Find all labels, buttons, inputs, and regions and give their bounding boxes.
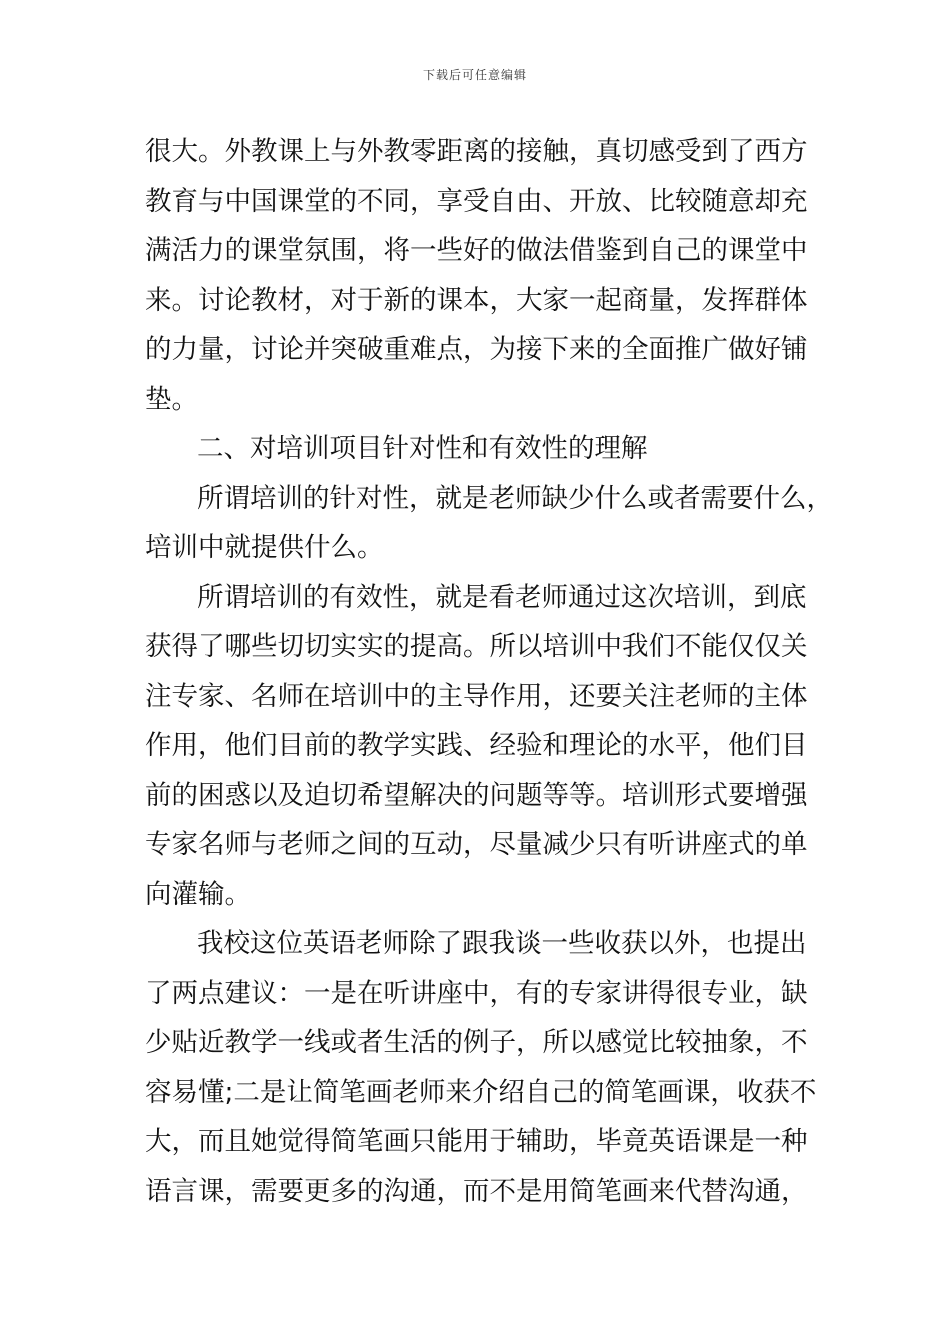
paragraph — [145, 424, 825, 474]
text-line: 二、对培训项目针对性和有效性的理解 — [197, 433, 648, 464]
text-line: 少贴近教学一线或者生活的例子，所以感觉比较抽象，不 — [145, 1027, 808, 1058]
text-line: 作用，他们目前的教学实践、经验和理论的水平，他们目 — [145, 730, 808, 761]
page-header: 下载后可任意编辑 — [422, 68, 527, 82]
text-line: 所谓培训的有效性，就是看老师通过这次培训，到底 — [197, 581, 807, 613]
text-line: 容易懂;二是让简笔画老师来介绍自己的简笔画课，收获不 — [145, 1076, 817, 1108]
text-line: 所谓培训的针对性，就是老师缺少什么或者需要什么， — [197, 482, 833, 514]
text-line: 大，而且她觉得简笔画只能用于辅助，毕竟英语课是一种 — [145, 1126, 808, 1157]
text-line: 前的困惑以及迫切希望解决的问题等等。培训形式要增强 — [145, 779, 808, 811]
paragraph — [145, 127, 825, 424]
text-line: 语言课，需要更多的沟通，而不是用简笔画来代替沟通， — [145, 1175, 808, 1207]
paragraph — [145, 919, 825, 1216]
text-line: 的力量，讨论并突破重难点，为接下来的全面推广做好铺 — [145, 334, 808, 365]
text-line: 来。讨论教材，对于新的课本，大家一起商量，发挥群体 — [145, 284, 808, 316]
text-line: 获得了哪些切切实实的提高。所以培训中我们不能仅仅关 — [145, 631, 808, 662]
document-body — [145, 127, 833, 1216]
text-line: 了两点建议：一是在听讲座中，有的专家讲得很专业，缺 — [145, 977, 808, 1009]
text-line: 培训中就提供什么。 — [145, 532, 384, 563]
paragraph — [145, 474, 833, 573]
text-line: 教育与中国课堂的不同，享受自由、开放、比较随意却充 — [145, 185, 808, 217]
paragraph — [145, 573, 825, 920]
text-line: 注专家、名师在培训中的主导作用，还要关注老师的主体 — [145, 680, 808, 712]
text-line: 向灌输。 — [145, 878, 251, 910]
text-line: 我校这位英语老师除了跟我谈一些收获以外，也提出 — [197, 928, 807, 959]
text-line: 专家名师与老师之间的互动，尽量减少只有听讲座式的单 — [145, 829, 808, 860]
text-line: 满活力的课堂氛围，将一些好的做法借鉴到自己的课堂中 — [145, 235, 808, 266]
text-line: 垫。 — [145, 383, 198, 415]
text-line: 很大。外教课上与外教零距离的接触，真切感受到了西方 — [145, 136, 808, 167]
